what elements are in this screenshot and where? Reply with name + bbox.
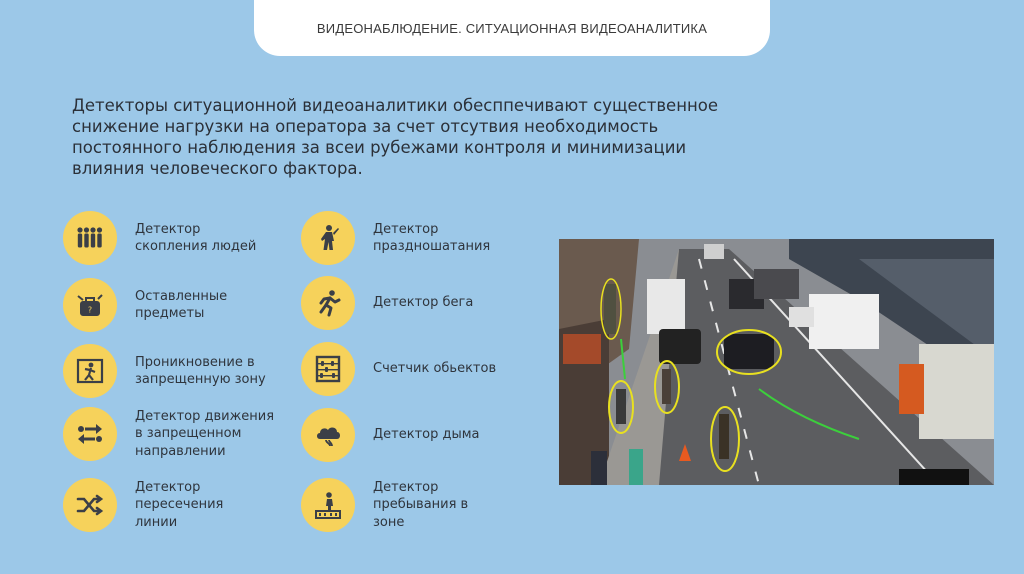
detector-item-line-crossing xyxy=(63,478,223,532)
intro-line: снижение нагрузки на оператора за счет отсутвия необходимость xyxy=(72,117,659,136)
smoke-icon xyxy=(301,408,355,462)
intro-line: постоянного наблюдения за всеи рубежами контроля и минимизации xyxy=(72,138,687,157)
detector-label: Детектор пребывания в зоне xyxy=(373,479,469,530)
detector-label: Оставленные предметы xyxy=(135,288,228,321)
abacus-counter-icon xyxy=(301,342,355,396)
street-surveillance-image xyxy=(559,239,994,485)
direction-arrows-icon xyxy=(63,407,117,461)
running-person-icon xyxy=(301,276,355,330)
detector-label: Детектор дыма xyxy=(373,427,480,443)
detector-item-zone-presence xyxy=(301,478,468,532)
crowd-icon xyxy=(63,211,117,265)
svg-text:?: ? xyxy=(87,305,93,315)
detector-item-loitering xyxy=(301,211,490,265)
detector-item-smoke xyxy=(301,408,480,462)
detector-item-direction xyxy=(63,407,274,461)
intro-line: Детекторы ситуационной видеоаналитики обесппечивают существенное xyxy=(72,96,719,115)
detector-item-crowd xyxy=(63,211,256,265)
intrusion-icon xyxy=(63,344,117,398)
detector-label: Детектор бега xyxy=(373,295,474,311)
page-title: ВИДЕОНАБЛЮДЕНИЕ. СИТУАЦИОННАЯ ВИДЕОАНАЛИТИКА xyxy=(316,20,708,36)
detector-item-running xyxy=(301,276,473,330)
detector-label: Детектор скопления людей xyxy=(135,221,257,254)
abandoned-bag-icon xyxy=(63,278,117,332)
intro-paragraph xyxy=(72,95,792,179)
person-in-zone-icon xyxy=(301,478,355,532)
header-banner xyxy=(254,0,770,56)
detector-item-abandoned xyxy=(63,278,227,332)
detector-item-counter xyxy=(301,342,496,396)
crossing-arrows-icon xyxy=(63,478,117,532)
detector-label: Детектор праздношатания xyxy=(373,221,491,254)
intro-line: влияния человеческого фактора. xyxy=(72,159,363,178)
detector-label: Проникновение в запрещенную зону xyxy=(135,354,266,387)
detector-label: Детектор движения в запрещенном направлении xyxy=(135,408,275,459)
detector-label: Детектор пересечения линии xyxy=(135,479,224,530)
detector-label: Счетчик обьектов xyxy=(373,361,497,377)
loitering-person-icon xyxy=(301,211,355,265)
detector-item-intrusion xyxy=(63,344,266,398)
